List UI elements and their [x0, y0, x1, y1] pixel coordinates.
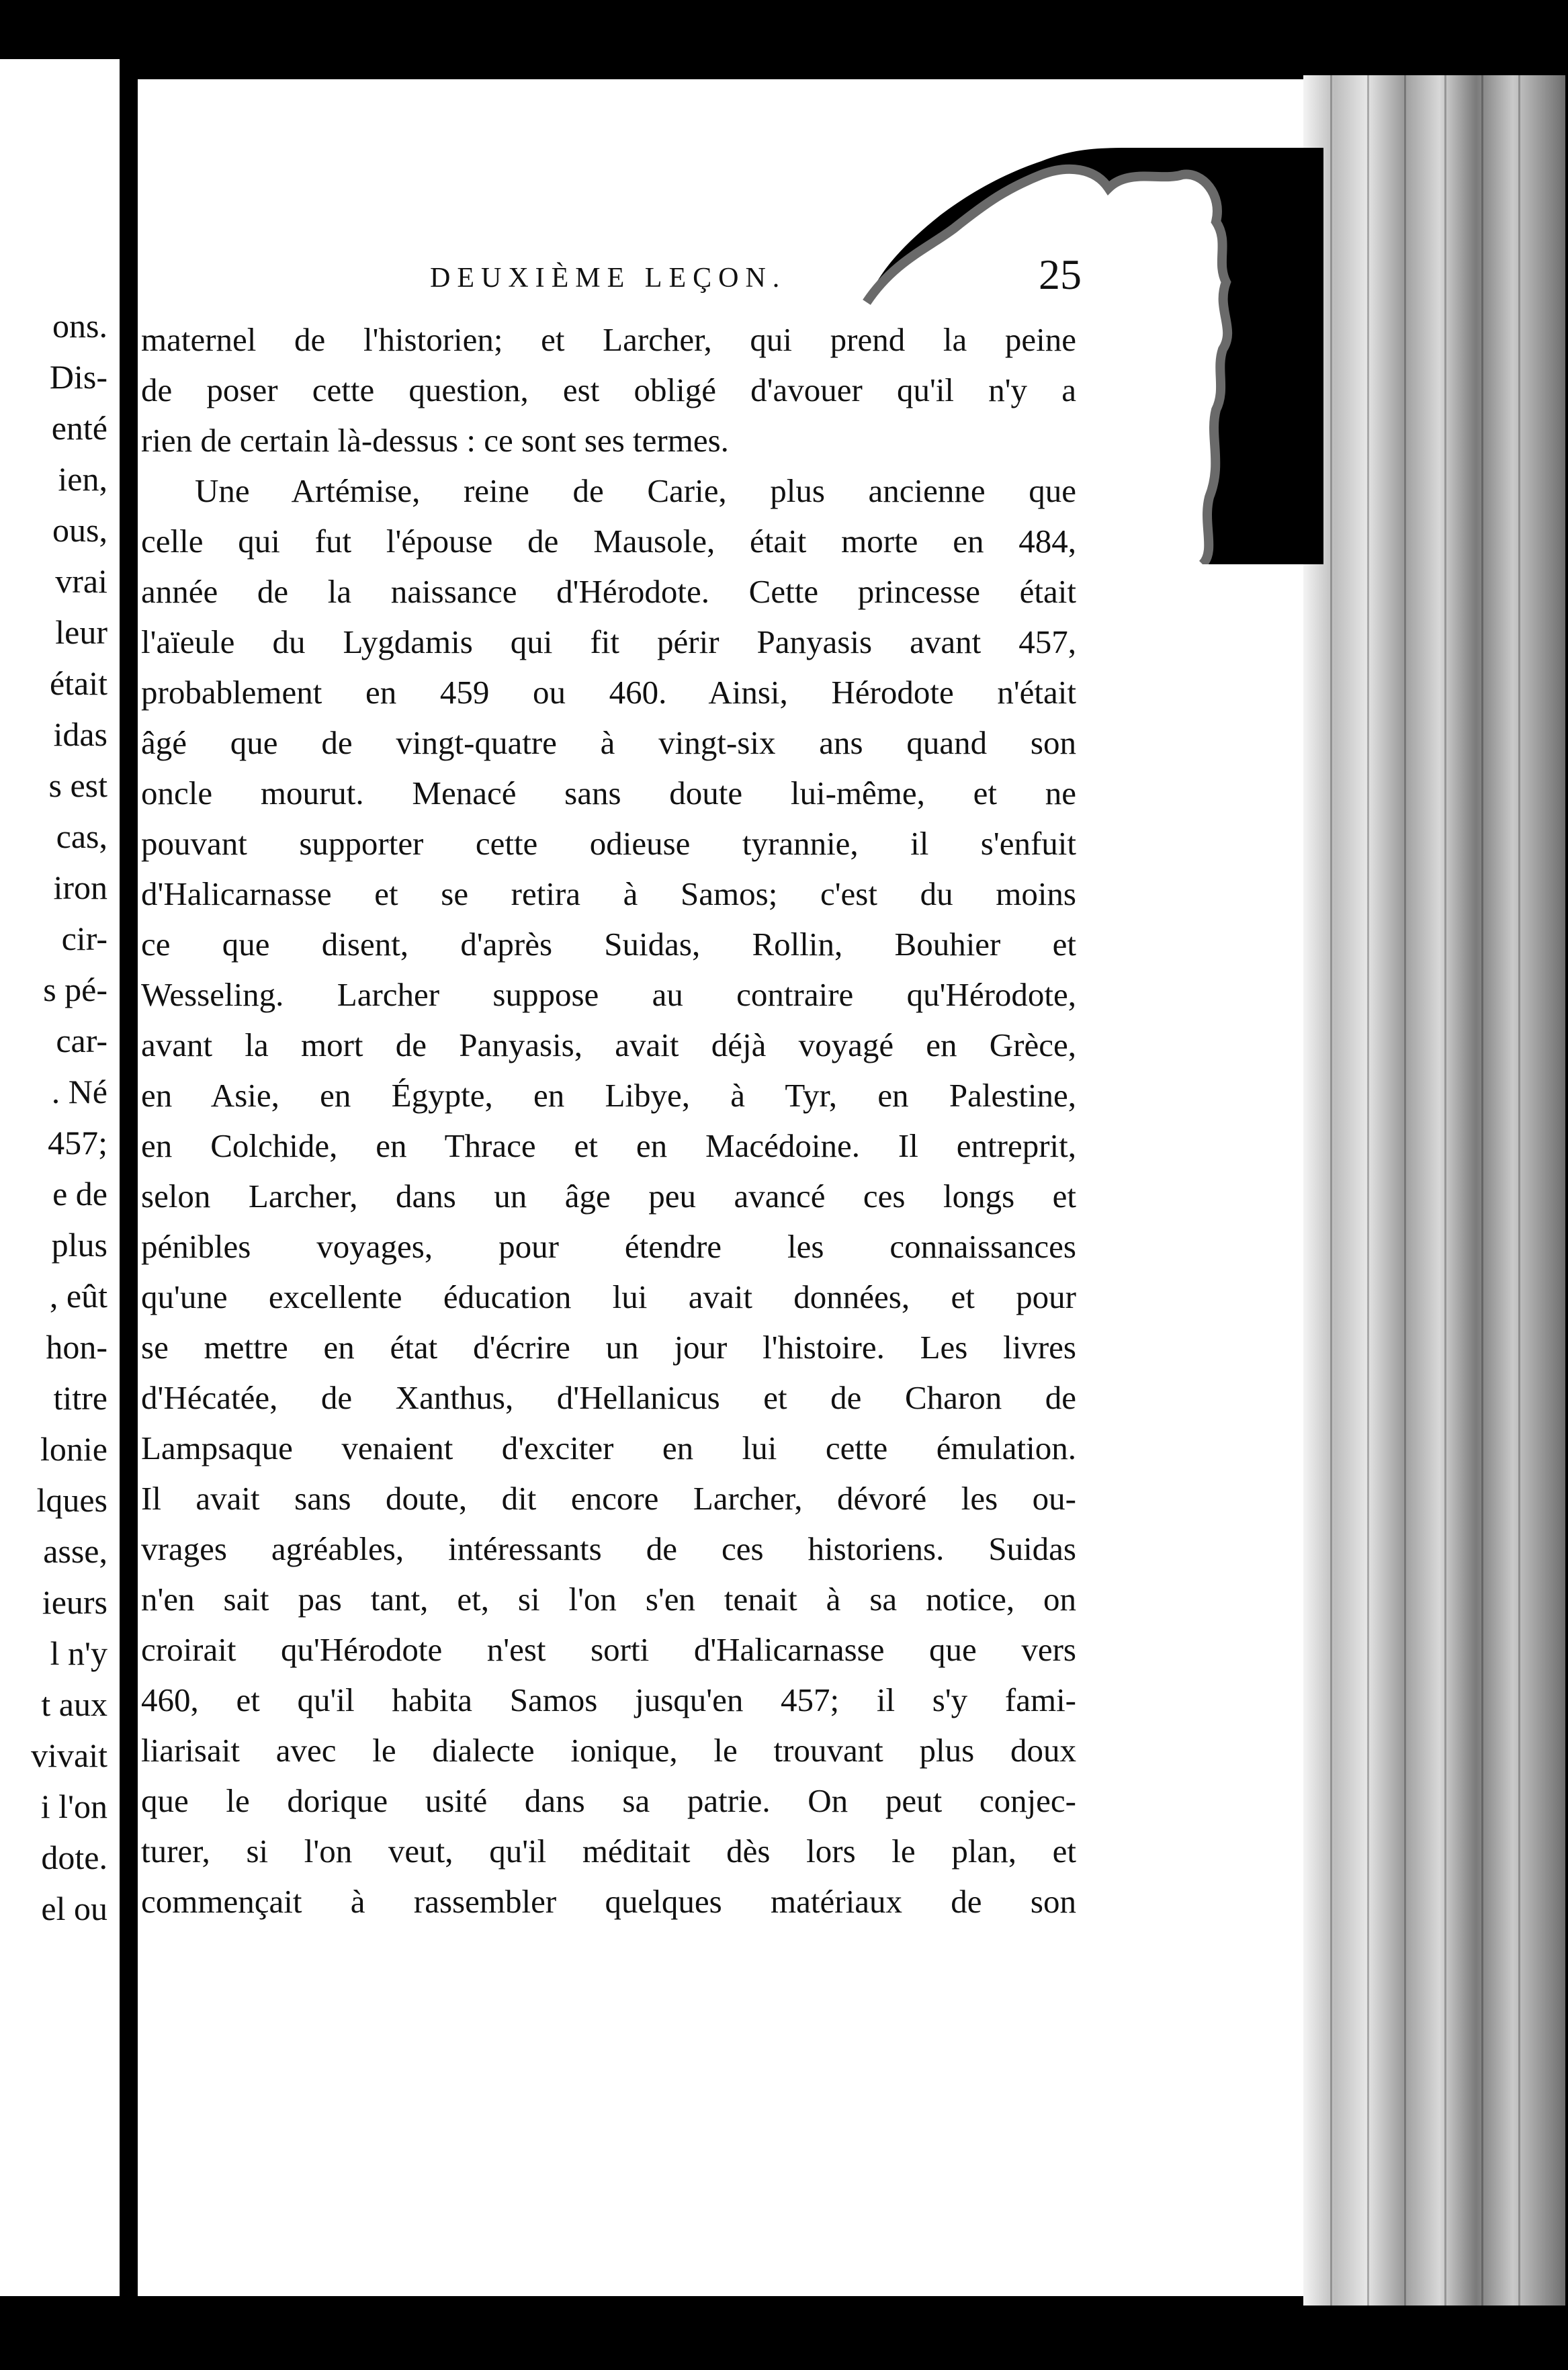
left-page-fragment: s pé-: [43, 971, 107, 1008]
previous-page-sliver: [0, 59, 120, 2296]
left-page-fragment: idas: [53, 715, 107, 753]
left-page-fragment: Dis-: [49, 358, 107, 396]
left-page-fragment: leur: [55, 613, 107, 651]
text-line: maternel de l'historien; et Larcher, qui prend la peine: [141, 321, 1076, 358]
text-line: ce que disent, d'après Suidas, Rollin, Bouhier et: [141, 926, 1076, 963]
left-page-fragment: i l'on: [40, 1788, 107, 1825]
text-line: en Colchide, en Thrace et en Macédoine. Il entreprit,: [141, 1127, 1076, 1164]
body-text: [141, 314, 1076, 1927]
left-page-fragment: . Né: [51, 1073, 107, 1110]
running-head: DEUXIÈME LEÇON.: [430, 263, 787, 294]
left-page-fragment: asse,: [43, 1532, 107, 1570]
left-page-fragment: ons.: [52, 307, 107, 345]
text-line: Wesseling. Larcher suppose au contraire qu'Hérodote,: [141, 976, 1076, 1013]
text-line: celle qui fut l'épouse de Mausole, était morte en 484,: [141, 523, 1076, 560]
left-page-fragment: plus: [51, 1226, 107, 1264]
text-line: Il avait sans doute, dit encore Larcher, dévoré les ou-: [141, 1480, 1076, 1517]
left-page-fragment: lonie: [40, 1430, 107, 1468]
text-line: Une Artémise, reine de Carie, plus ancienne que: [195, 472, 1076, 509]
text-line: croirait qu'Hérodote n'est sorti d'Halicarnasse que vers: [141, 1631, 1076, 1668]
text-line: selon Larcher, dans un âge peu avancé ces longs et: [141, 1178, 1076, 1215]
text-line: Lampsaque venaient d'exciter en lui cette émulation.: [141, 1430, 1076, 1466]
left-page-fragment: 457;: [48, 1124, 107, 1161]
left-page-fragment: cir-: [61, 920, 107, 957]
text-line: pouvant supporter cette odieuse tyrannie, il s'enfuit: [141, 825, 1076, 862]
text-line: année de la naissance d'Hérodote. Cette princesse était: [141, 573, 1076, 610]
text-line: n'en sait pas tant, et, si l'on s'en tenait à sa notice, on: [141, 1581, 1076, 1618]
left-page-fragment: ous,: [52, 511, 107, 549]
left-page-fragment: , eût: [49, 1277, 107, 1315]
left-page-fragment: titre: [53, 1379, 107, 1417]
left-page-fragment: iron: [53, 869, 107, 906]
left-page-fragment: s est: [48, 766, 107, 804]
page-number: 25: [1039, 251, 1082, 298]
left-page-fragment: cas,: [56, 818, 107, 855]
left-page-fragment: el ou: [41, 1890, 107, 1927]
text-line: liarisait avec le dialecte ionique, le trouvant plus doux: [141, 1732, 1076, 1769]
left-page-fragment: enté: [51, 409, 107, 447]
left-page-fragment: ien,: [58, 460, 107, 498]
left-page-fragment: dote.: [41, 1839, 107, 1876]
left-page-fragment: t aux: [41, 1685, 107, 1723]
text-line: commençait à rassembler quelques matériaux de son: [141, 1883, 1076, 1920]
page-edge-strip: [1303, 75, 1565, 2306]
text-line: turer, si l'on veut, qu'il méditait dès lors le plan, et: [141, 1833, 1076, 1870]
text-line: oncle mourut. Menacé sans doute lui-même, et ne: [141, 775, 1076, 811]
left-page-fragment: car-: [56, 1022, 107, 1059]
text-line: pénibles voyages, pour étendre les connaissances: [141, 1228, 1076, 1265]
text-line: que le dorique usité dans sa patrie. On peut conjec-: [141, 1782, 1076, 1819]
text-line: probablement en 459 ou 460. Ainsi, Hérodote n'était: [141, 674, 1076, 711]
left-page-fragment: vrai: [55, 562, 107, 600]
text-line: âgé que de vingt-quatre à vingt-six ans quand son: [141, 724, 1076, 761]
text-line: vrages agréables, intéressants de ces historiens. Suidas: [141, 1530, 1076, 1567]
text-line: d'Halicarnasse et se retira à Samos; c'est du moins: [141, 875, 1076, 912]
page-header: [296, 251, 1082, 309]
text-line: rien de certain là-dessus : ce sont ses termes.: [141, 422, 729, 459]
text-line: l'aïeule du Lygdamis qui fit périr Panyasis avant 457,: [141, 623, 1076, 660]
text-line: 460, et qu'il habita Samos jusqu'en 457; il s'y fami-: [141, 1681, 1076, 1718]
left-page-fragment: était: [49, 664, 107, 702]
left-page-fragment: vivait: [31, 1737, 107, 1774]
left-page-fragment: lques: [36, 1481, 107, 1519]
left-page-fragment: hon-: [46, 1328, 107, 1366]
text-line: de poser cette question, est obligé d'avouer qu'il n'y a: [141, 371, 1076, 408]
text-line: qu'une excellente éducation lui avait données, et pour: [141, 1278, 1076, 1315]
left-page-fragment: l n'y: [50, 1634, 107, 1672]
text-line: avant la mort de Panyasis, avait déjà voyagé en Grèce,: [141, 1026, 1076, 1063]
text-line: se mettre en état d'écrire un jour l'histoire. Les livres: [141, 1329, 1076, 1366]
left-page-fragment: ieurs: [42, 1583, 107, 1621]
text-line: en Asie, en Égypte, en Libye, à Tyr, en Palestine,: [141, 1077, 1076, 1114]
text-line: d'Hécatée, de Xanthus, d'Hellanicus et de Charon de: [141, 1379, 1076, 1416]
left-page-fragment: e de: [52, 1175, 107, 1213]
